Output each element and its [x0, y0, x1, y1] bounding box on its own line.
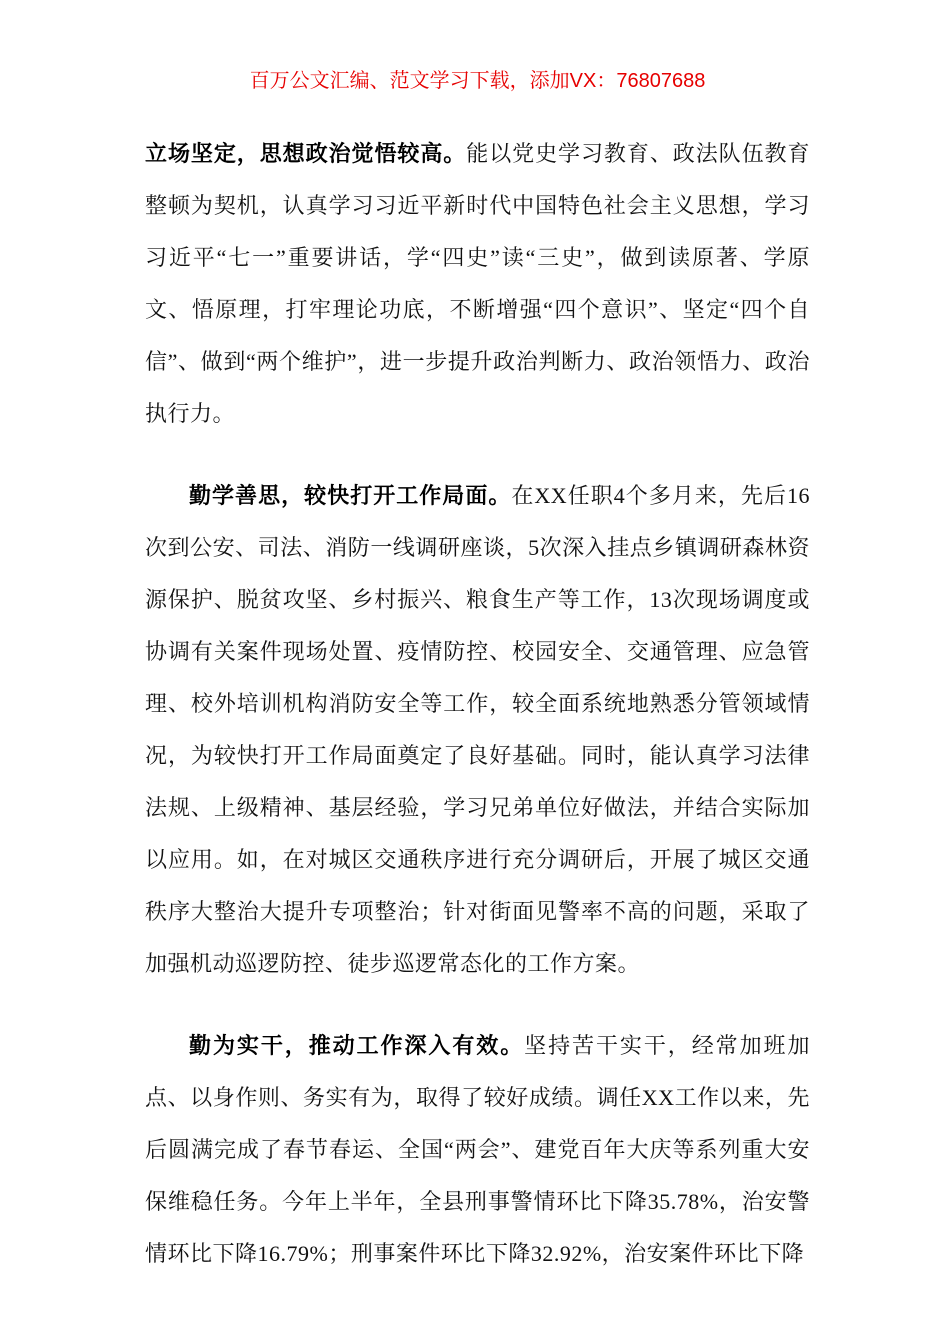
paragraph — [145, 1020, 810, 1280]
paragraph-text: 在XX任职4个多月来，先后16次到公安、司法、消防一线调研座谈，5次深入挂点乡镇调研森林资源保护、脱贫攻坚、乡村振兴、粮食生产等工作，13次现场调度或协调有关案件现场处置、疫情防控、校园安全、交通管理、应急管理、校外培训机构消防安全等工作，较全面系统地熟悉分管领域情况，为较快打开工作局面奠定了良好基础。同时，能认真学习法律法规、上级精神、基层经验，学习兄弟单位好做法，并结合实际加以应用。如，在对城区交通秩序进行充分调研后，开展了城区交通秩序大整治大提升专项整治；针对街面见警率不高的问题，采取了加强机动巡逻防控、徒步巡逻常态化的工作方案。 — [145, 483, 810, 976]
document-body — [145, 128, 810, 1280]
paragraph — [145, 470, 810, 990]
paragraph-lead: 勤学善思，较快打开工作局面。 — [189, 483, 512, 508]
paragraph — [145, 128, 810, 440]
paragraph-lead: 勤为实干，推动工作深入有效。 — [189, 1033, 525, 1058]
paragraph-text: 能以党史学习教育、政法队伍教育整顿为契机，认真学习习近平新时代中国特色社会主义思想，学习习近平“七一”重要讲话，学“四史”读“三史”，做到读原著、学原文、悟原理，打牢理论功底，不断增强“四个意识”、坚定“四个自信”、做到“两个维护”，进一步提升政治判断力、政治领悟力、政治执行力。 — [145, 141, 810, 426]
header-notice: 百万公文汇编、范文学习下载，添加VX：76807688 — [249, 70, 706, 92]
paragraph-lead: 立场坚定，思想政治觉悟较高。 — [145, 141, 467, 166]
paragraph-text: 坚持苦干实干，经常加班加点、以身作则、务实有为，取得了较好成绩。调任XX工作以来，先后圆满完成了春节春运、全国“两会”、建党百年大庆等系列重大安保维稳任务。今年上半年，全县刑事警情环比下降35.78%，治安警情环比下降16.79%；刑事案件环比下降32.92%，治安案件环比下降 — [145, 1033, 810, 1266]
